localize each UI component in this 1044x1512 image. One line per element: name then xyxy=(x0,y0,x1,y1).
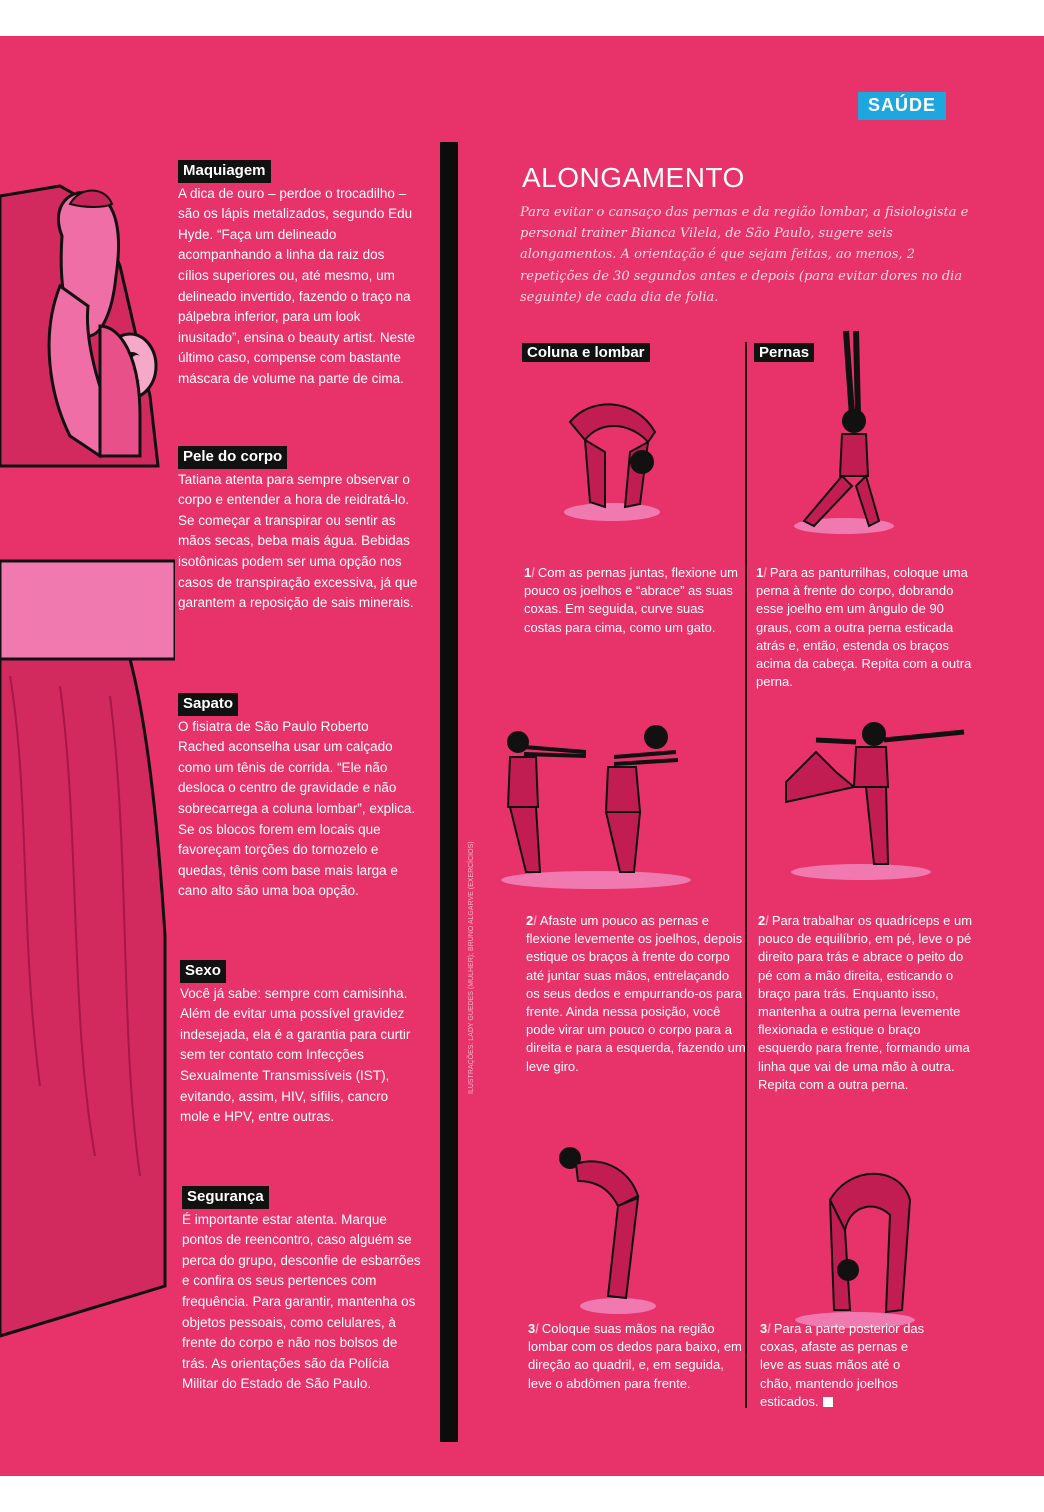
step-number: 1 xyxy=(524,565,532,580)
step-coluna-1: 1/ Com as pernas juntas, flexione um pouco os joelhos e “abrace” as suas coxas. Em seguida, curve suas costas para cima, como um gato. xyxy=(524,565,739,635)
step-text: Afaste um pouco as pernas e flexione levemente os joelhos, depois estique os braços à frente do corpo até juntar suas mãos, entrelaçando os seus dedos e empurrando-os para frente. Ainda nessa posição, você pode virar um pouco o corpo para a direita e para a esquerda, fazendo um leve giro. xyxy=(526,913,746,1074)
exercise-figure-coluna-1 xyxy=(550,392,680,522)
tip-label: Sapato xyxy=(178,693,238,716)
tip-label: Pele do corpo xyxy=(178,446,287,469)
step-text: Coloque suas mãos na região lombar com os dedos para baixo, em direção ao quadril, e, em seguida, leve o abdômen para frente. xyxy=(528,1321,742,1391)
tip-text: É importante estar atenta. Marque pontos de reencontro, caso alguém se perca do grupo, desconfie de esbarrões e confira os seus pertences com frequência. Para garantir, mantenha os objetos pessoais, como celulares, à frente do corpo e não nos bolsos de trás. As orientações são da Polícia Militar do Estado de São Paulo. xyxy=(182,1211,421,1392)
step-number: 3 xyxy=(760,1321,768,1336)
column-separator xyxy=(745,342,747,1408)
tip-pele-do-corpo xyxy=(178,446,418,614)
step-text: Com as pernas juntas, flexione um pouco os joelhos e “abrace” as suas coxas. Em seguida, curve suas costas para cima, como um gato. xyxy=(524,565,739,635)
column-label-pernas: Pernas xyxy=(754,343,814,362)
section-badge: SAÚDE xyxy=(858,92,946,120)
tip-maquiagem xyxy=(178,160,418,390)
tip-text: Tatiana atenta para sempre observar o corpo e entender a hora de reidratá-lo. Se começar a transpirar ou sentir as mãos secas, beba mais água. Bebidas isotônicas podem ser uma opção nos casos de transpiração excessiva, já que garantem a reposição de sais minerais. xyxy=(178,471,418,611)
article-title: ALONGAMENTO xyxy=(522,162,745,193)
tip-text: A dica de ouro – perdoe o trocadilho – são os lápis metalizados, segundo Edu Hyde. “Faça um delineado acompanhando a linha da raiz dos cílios superiores ou, até mesmo, um delineado invertido, fazendo o traço na pálpebra inferior, para um look inusitado”, ensina o beauty artist. Neste último caso, compense com bastante máscara de volume na parte de cima. xyxy=(178,185,416,386)
step-number: 2 xyxy=(526,913,534,928)
tip-label: Segurança xyxy=(182,1186,269,1209)
exercise-figure-coluna-2 xyxy=(496,712,696,892)
step-coluna-3: 3/ Coloque suas mãos na região lombar com os dedos para baixo, em direção ao quadril, e, em seguida, leve o abdômen para frente. xyxy=(528,1321,742,1391)
tip-sexo xyxy=(180,960,420,1128)
tip-text: O fisiatra de São Paulo Roberto Rached aconselha usar um calçado como um tênis de corrida. “Ele não desloca o centro de gravidade e não sobrecarrega a coluna lombar”, explica. Se os blocos forem em locais que favoreçam torções do tornozelo e quedas, tênis com base mais larga e cano alto são uma boa opção. xyxy=(178,718,416,899)
woman-illustration xyxy=(0,36,175,1476)
step-pernas-2: 2/ Para trabalhar os quadríceps e um pouco de equilíbrio, em pé, leve o pé direito para trás e abrace o peito do pé com a mão direita, esticando o braço para trás. Enquanto isso, mantenha a outra perna levemente flexionada e estique o braço esquerdo para frente, formando uma linha que vai de uma mão à outra. Repita com a outra perna. xyxy=(758,913,973,1092)
exercise-figure-pernas-1 xyxy=(784,326,894,536)
step-number: 3 xyxy=(528,1321,536,1336)
step-pernas-3: 3/ Para a parte posterior das coxas, afaste as pernas e leve as suas mãos até o chão, mantendo joelhos esticados. xyxy=(760,1321,925,1409)
exercise-figure-pernas-3 xyxy=(790,1160,920,1330)
step-pernas-1: 1/ Para as panturrilhas, coloque uma perna à frente do corpo, dobrando esse joelho em um ângulo de 90 graus, com a outra perna esticada atrás e, então, estenda os braços acima da cabeça. Repita com a outra perna. xyxy=(756,565,972,690)
tip-text: Você já sabe: sempre com camisinha. Além de evitar uma possível gravidez indesejada, ela é a garantia para curtir sem ter contato com Infecções Sexualmente Transmissíveis (IST), evitando, assim, HIV, sífilis, cancro mole e HPV, entre outras. xyxy=(180,985,411,1125)
exercise-figure-coluna-3 xyxy=(548,1136,658,1316)
step-text: Para trabalhar os quadríceps e um pouco de equilíbrio, em pé, leve o pé direito para trás e abrace o peito do pé com a mão direita, esticando o braço para trás. Enquanto isso, mantenha a outra perna levemente flexionada e estique o braço esquerdo para frente, formando uma linha que vai de uma mão à outra. Repita com a outra perna. xyxy=(758,913,973,1092)
tip-seguranca xyxy=(182,1186,422,1395)
illustration-credit: ILUSTRAÇÕES: LADY GUEDES (MULHER); BRUNO ALGARVE (EXERCÍCIOS) xyxy=(468,841,475,1094)
end-mark-icon xyxy=(823,1397,833,1407)
step-text: Para as panturrilhas, coloque uma perna à frente do corpo, dobrando esse joelho em um ângulo de 90 graus, com a outra perna esticada atrás e, então, estenda os braços acima da cabeça. Repita com a outra perna. xyxy=(756,565,972,690)
step-number: 1 xyxy=(756,565,764,580)
tip-label: Maquiagem xyxy=(178,160,271,183)
step-text: Para a parte posterior das coxas, afaste as pernas e leve as suas mãos até o chão, mantendo joelhos esticados. xyxy=(760,1321,925,1409)
step-coluna-2: 2/ Afaste um pouco as pernas e flexione levemente os joelhos, depois estique os braços à frente do corpo até juntar suas mãos, entrelaçando os seus dedos e empurrando-os para frente. Ainda nessa posição, você pode virar um pouco o corpo para a direita e para a esquerda, fazendo um leve giro. xyxy=(526,913,746,1074)
tip-sapato xyxy=(178,693,418,902)
step-number: 2 xyxy=(758,913,766,928)
exercise-figure-pernas-2 xyxy=(776,712,966,882)
article-intro: Para evitar o cansaço das pernas e da região lombar, a fisiologista e personal trainer Bianca Vilela, de São Paulo, sugere seis alongamentos. A orientação é que sejam feitas, ao menos, 2 repetições de 30 segundos antes e depois (para evitar dores no dia seguinte) de cada dia de folia. xyxy=(520,205,969,305)
column-label-coluna: Coluna e lombar xyxy=(522,343,650,362)
magazine-page xyxy=(0,36,1044,1476)
tip-label: Sexo xyxy=(180,960,226,983)
column-divider xyxy=(440,142,458,1442)
